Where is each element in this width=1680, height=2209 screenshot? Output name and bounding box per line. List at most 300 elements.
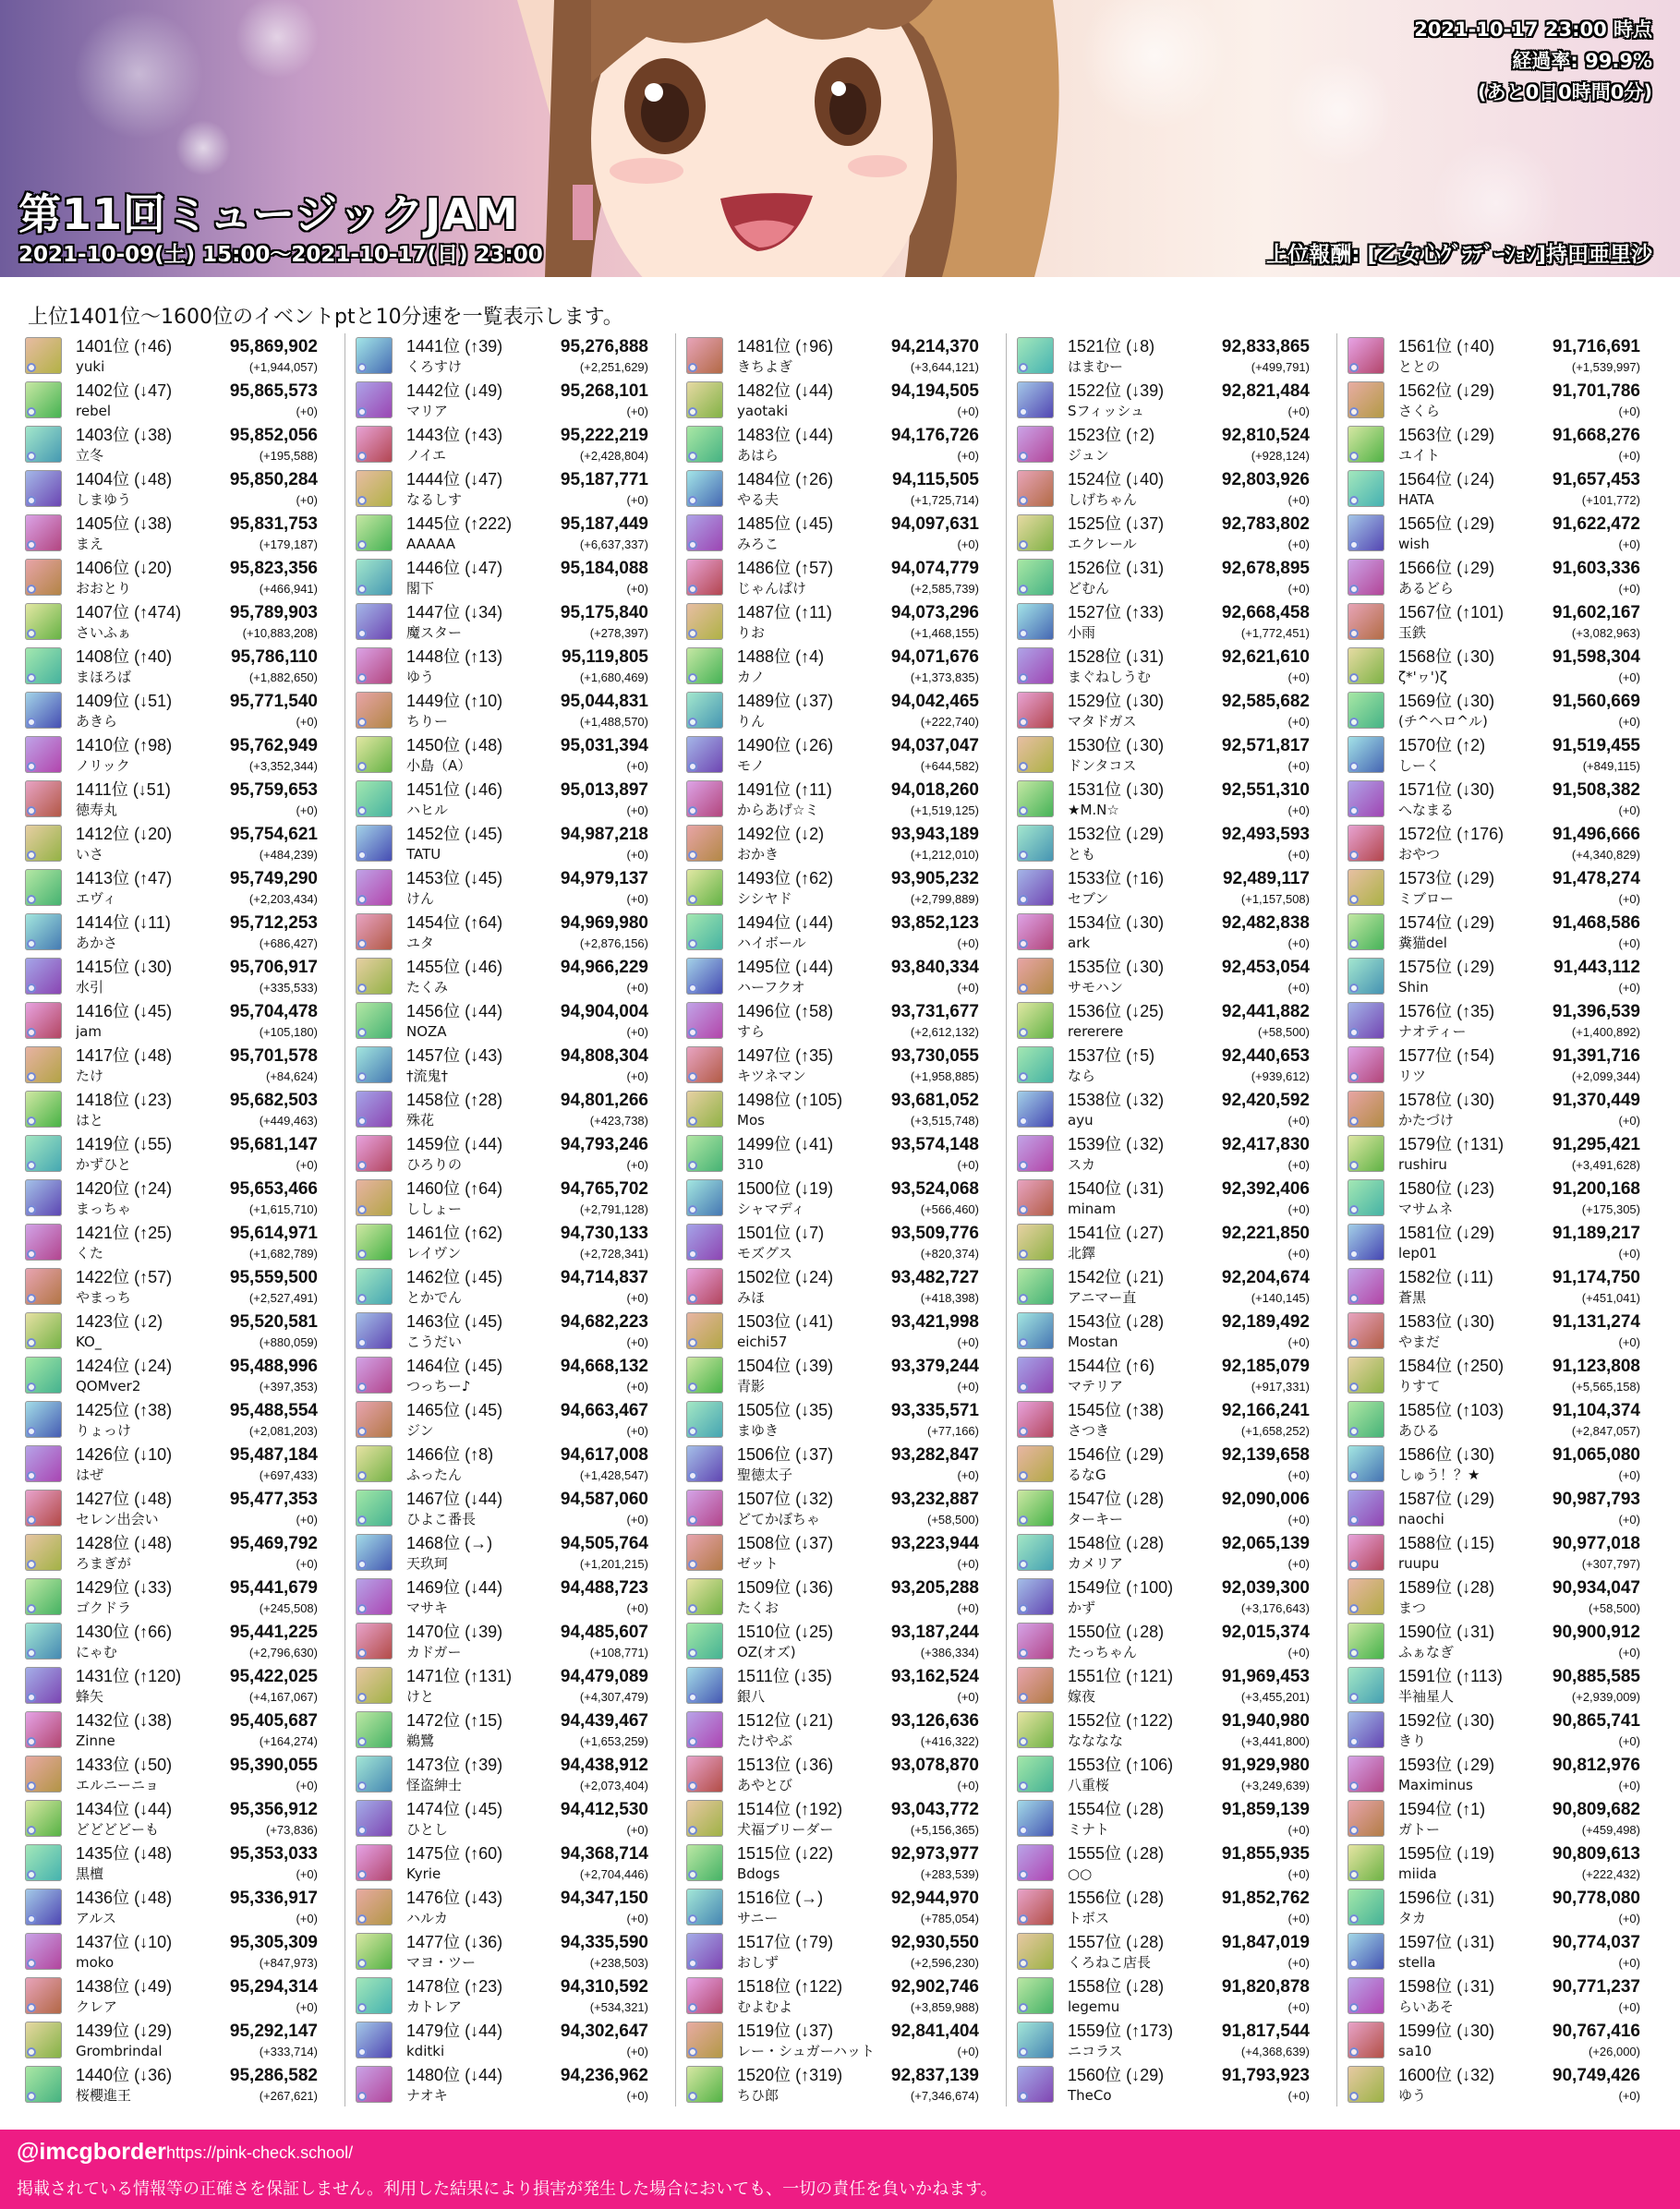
rank-group xyxy=(1068,1621,1164,1644)
ranking-row xyxy=(1017,599,1322,644)
ranking-row xyxy=(1348,1442,1652,1486)
ranking-entry xyxy=(737,513,979,553)
rank-label: 1448位 xyxy=(406,647,461,666)
avatar xyxy=(25,1224,62,1261)
event-pt: 92,571,817 xyxy=(1221,736,1310,755)
ten-min-speed: (+283,539) xyxy=(920,1867,979,1881)
ranking-entry xyxy=(1068,1665,1310,1706)
event-pt: 94,310,592 xyxy=(560,1977,648,1997)
rank-group xyxy=(737,911,833,935)
event-pt: 90,885,585 xyxy=(1552,1667,1640,1686)
player-name: ζ*'ヮ')ζ xyxy=(1398,669,1447,685)
player-name: rebel xyxy=(76,403,111,419)
event-pt: 91,189,217 xyxy=(1552,1224,1640,1243)
rank-label: 1501位 xyxy=(737,1224,792,1242)
rank-label: 1553位 xyxy=(1068,1756,1122,1774)
ten-min-speed: (+423,738) xyxy=(589,1114,648,1128)
event-pt: 95,786,110 xyxy=(230,647,318,667)
ranking-row xyxy=(686,1043,991,1087)
ranking-row xyxy=(25,954,330,998)
rank-group xyxy=(76,513,172,536)
ranking-entry xyxy=(1398,1044,1640,1085)
player-name: じゃんぱけ xyxy=(737,580,807,597)
player-name: AAAAA xyxy=(406,536,455,552)
rank-label: 1452位 xyxy=(406,825,461,843)
ranking-entry xyxy=(76,557,318,598)
rank-change: (↓31) xyxy=(1126,647,1165,666)
rank-change: (↓51) xyxy=(134,692,173,710)
ranking-row xyxy=(1017,1353,1322,1397)
ten-min-speed: (+278,397) xyxy=(589,626,648,640)
avatar xyxy=(25,1357,62,1394)
ten-min-speed: (+3,859,988) xyxy=(910,2000,979,2014)
event-pt: 91,104,374 xyxy=(1552,1401,1640,1420)
ranking-row xyxy=(1017,688,1322,732)
ranking-entry xyxy=(406,1177,648,1218)
ranking-row xyxy=(1348,333,1652,378)
avatar xyxy=(1348,825,1384,862)
event-pt: 95,187,771 xyxy=(560,470,648,489)
rank-group xyxy=(1068,734,1164,757)
player-name: へなまる xyxy=(1398,802,1455,818)
player-name: トボス xyxy=(1068,1910,1110,1926)
rank-change: (↑58) xyxy=(795,1002,834,1020)
ranking-row xyxy=(25,422,330,466)
player-name: ちりー xyxy=(406,713,449,730)
player-name: すら xyxy=(737,1023,766,1040)
ranking-table xyxy=(25,333,1678,2107)
avatar xyxy=(1017,337,1054,374)
ten-min-speed: (+2,799,889) xyxy=(910,892,979,906)
ten-min-speed: (+2,203,434) xyxy=(248,892,318,906)
rank-label: 1597位 xyxy=(1398,1933,1453,1951)
player-name: はぜ xyxy=(76,1467,104,1483)
rank-group xyxy=(1398,1754,1494,1777)
rank-change: (↑16) xyxy=(1126,869,1165,887)
rank-label: 1441位 xyxy=(406,337,461,356)
rank-group xyxy=(1068,1887,1164,1910)
rank-label: 1444位 xyxy=(406,470,461,489)
ranking-row xyxy=(1017,1796,1322,1841)
rank-group xyxy=(406,1133,502,1156)
ranking-entry xyxy=(406,867,648,908)
rank-change: (↓29) xyxy=(1126,825,1165,843)
rank-label: 1538位 xyxy=(1068,1091,1122,1109)
player-name: ハルカ xyxy=(406,1910,449,1926)
player-name: yuki xyxy=(76,358,105,375)
avatar xyxy=(686,1933,723,1970)
rank-label: 1412位 xyxy=(76,825,130,843)
ranking-entry xyxy=(1068,646,1310,686)
event-pt: 93,232,887 xyxy=(890,1490,979,1509)
event-pt: 92,139,658 xyxy=(1221,1445,1310,1465)
ranking-row xyxy=(1017,1486,1322,1530)
player-name: からあげ☆ミ xyxy=(737,802,819,818)
ten-min-speed: (+0) xyxy=(1287,803,1310,817)
ten-min-speed: (+0) xyxy=(957,1380,979,1394)
ten-min-speed: (+2,073,404) xyxy=(579,1779,648,1793)
event-pt: 95,175,840 xyxy=(560,603,648,622)
ranking-entry xyxy=(1398,646,1640,686)
avatar xyxy=(356,869,393,906)
avatar xyxy=(1348,1224,1384,1261)
ranking-entry xyxy=(76,1443,318,1484)
rank-change: (↓30) xyxy=(1456,780,1495,799)
rank-label: 1558位 xyxy=(1068,1977,1122,1996)
rank-label: 1582位 xyxy=(1398,1268,1453,1286)
event-pt: 91,817,544 xyxy=(1221,2022,1310,2041)
ten-min-speed: (+0) xyxy=(626,803,648,817)
player-name: ark xyxy=(1068,935,1091,951)
rank-change: (↑131) xyxy=(1456,1135,1505,1153)
player-name: QOMver2 xyxy=(76,1378,141,1394)
ten-min-speed: (+5,565,158) xyxy=(1571,1380,1640,1394)
event-pt: 91,131,274 xyxy=(1552,1312,1640,1332)
ranking-entry xyxy=(406,424,648,465)
rank-group xyxy=(1398,1931,1494,1954)
rank-change: (↑222) xyxy=(465,514,513,533)
player-name: 蒼黒 xyxy=(1398,1289,1427,1306)
ten-min-speed: (+0) xyxy=(1287,759,1310,773)
player-name: 黒檀 xyxy=(76,1865,104,1882)
ranking-row xyxy=(25,644,330,688)
rank-label: 1559位 xyxy=(1068,2022,1122,2040)
rank-group xyxy=(1398,1089,1494,1112)
rank-label: 1403位 xyxy=(76,426,130,444)
player-name: かずひと xyxy=(76,1156,132,1173)
event-pt: 93,730,055 xyxy=(890,1046,979,1066)
rank-label: 1576位 xyxy=(1398,1002,1453,1020)
rank-group xyxy=(1068,1488,1164,1511)
avatar xyxy=(686,869,723,906)
ranking-entry xyxy=(1398,1399,1640,1440)
rank-group xyxy=(737,1754,833,1777)
avatar xyxy=(1348,2066,1384,2103)
avatar xyxy=(686,514,723,551)
event-pt: 95,184,088 xyxy=(560,559,648,578)
ten-min-speed: (+1,212,010) xyxy=(910,848,979,862)
ten-min-speed: (+1,682,789) xyxy=(248,1247,318,1261)
player-name: 八重桜 xyxy=(1068,1777,1110,1793)
player-name: むよむよ xyxy=(737,1998,793,2015)
event-pt: 91,929,980 xyxy=(1221,1756,1310,1775)
rank-group xyxy=(1398,1044,1494,1068)
ranking-entry xyxy=(1068,1975,1310,2016)
rank-label: 1560位 xyxy=(1068,2066,1122,2084)
footer-bar xyxy=(0,2130,1680,2209)
rank-label: 1519位 xyxy=(737,2022,792,2040)
rank-group xyxy=(76,1000,172,1023)
ranking-entry xyxy=(1068,1177,1310,1218)
avatar xyxy=(25,603,62,640)
avatar xyxy=(1348,603,1384,640)
avatar xyxy=(356,1623,393,1660)
ranking-row xyxy=(686,1663,991,1708)
rank-change: (↓20) xyxy=(134,559,173,577)
ranking-entry xyxy=(1398,1931,1640,1972)
avatar xyxy=(356,1844,393,1881)
rank-group xyxy=(1398,734,1485,757)
rank-change: (↓32) xyxy=(1456,2066,1495,2084)
avatar xyxy=(686,470,723,507)
ranking-entry xyxy=(76,956,318,996)
ranking-row xyxy=(1348,1220,1652,1264)
event-pt: 95,614,971 xyxy=(229,1224,318,1243)
rank-change: (↓41) xyxy=(795,1135,834,1153)
event-pt: 94,236,962 xyxy=(560,2066,648,2085)
ten-min-speed: (+0) xyxy=(957,1468,979,1482)
avatar xyxy=(25,825,62,862)
event-pt: 95,754,621 xyxy=(229,825,318,844)
avatar xyxy=(356,426,393,463)
rank-group xyxy=(406,1177,502,1201)
ranking-column xyxy=(1348,333,1678,2106)
player-name: TheCo xyxy=(1068,2087,1112,2104)
rank-change: (→) xyxy=(795,1889,824,1907)
player-name: 嫁夜 xyxy=(1068,1688,1096,1705)
rank-change: (↑15) xyxy=(465,1711,503,1730)
ranking-row xyxy=(25,1575,330,1619)
rank-label: 1495位 xyxy=(737,958,792,976)
rank-change: (↓31) xyxy=(1456,1623,1495,1641)
ranking-row xyxy=(1017,1264,1322,1309)
ranking-entry xyxy=(406,1310,648,1351)
event-pt: 95,681,147 xyxy=(229,1135,318,1154)
ranking-row xyxy=(686,1397,991,1442)
event-pt: 93,840,334 xyxy=(890,958,979,977)
ten-min-speed: (+3,644,121) xyxy=(910,360,979,374)
ranking-entry xyxy=(1068,335,1310,376)
ranking-row xyxy=(1017,732,1322,777)
avatar xyxy=(25,1711,62,1748)
ranking-entry xyxy=(76,1975,318,2016)
rank-change: (↑64) xyxy=(465,1179,503,1198)
ranking-entry xyxy=(1398,823,1640,863)
rank-label: 1405位 xyxy=(76,514,130,533)
event-pt: 91,174,750 xyxy=(1552,1268,1640,1287)
ranking-entry xyxy=(737,646,979,686)
rank-change: (↑62) xyxy=(465,1224,503,1242)
ranking-entry xyxy=(76,1754,318,1794)
rank-group xyxy=(76,335,172,358)
avatar xyxy=(1017,1002,1054,1039)
player-name: なら xyxy=(1068,1068,1096,1084)
ranking-row xyxy=(1348,1309,1652,1353)
ranking-entry xyxy=(76,1044,318,1085)
rank-label: 1585位 xyxy=(1398,1401,1453,1419)
rank-change: (↓30) xyxy=(1126,913,1165,932)
ten-min-speed: (+0) xyxy=(1287,1202,1310,1216)
event-pt: 93,509,776 xyxy=(890,1224,979,1243)
ranking-row xyxy=(1348,1087,1652,1131)
ranking-row xyxy=(356,998,660,1043)
rank-change: (↓31) xyxy=(1126,1179,1165,1198)
ranking-row xyxy=(356,599,660,644)
rank-group xyxy=(406,1044,502,1068)
player-name: 殊花 xyxy=(406,1112,435,1129)
rank-label: 1456位 xyxy=(406,1002,461,1020)
player-name: マテリア xyxy=(1068,1378,1124,1394)
ten-min-speed: (+0) xyxy=(626,1335,648,1349)
rank-label: 1508位 xyxy=(737,1534,792,1552)
event-pt: 91,622,472 xyxy=(1552,514,1640,534)
player-name: らいあそ xyxy=(1398,1998,1455,2015)
ranking-row xyxy=(1017,1442,1322,1486)
rank-change: (↓39) xyxy=(1126,381,1165,400)
event-pt: 95,305,309 xyxy=(229,1933,318,1952)
ranking-row xyxy=(1017,1397,1322,1442)
rank-group xyxy=(1068,335,1154,358)
rank-change: (↑5) xyxy=(1126,1046,1155,1065)
player-name: yaotaki xyxy=(737,403,789,419)
avatar xyxy=(1348,1046,1384,1083)
rank-label: 1460位 xyxy=(406,1179,461,1198)
rank-label: 1427位 xyxy=(76,1490,130,1508)
rank-group xyxy=(76,1621,172,1644)
ranking-entry xyxy=(406,1488,648,1528)
player-name: Mos xyxy=(737,1112,765,1129)
avatar xyxy=(1348,1578,1384,1615)
column-divider xyxy=(1006,333,1007,2106)
avatar xyxy=(25,692,62,729)
event-pt: 93,282,847 xyxy=(890,1445,979,1465)
rank-group xyxy=(737,1532,833,1555)
ten-min-speed: (+0) xyxy=(1618,892,1640,906)
rank-group xyxy=(76,1931,172,1954)
ten-min-speed: (+2,939,009) xyxy=(1571,1690,1640,1704)
ranking-row xyxy=(686,1176,991,1220)
ranking-row xyxy=(1348,998,1652,1043)
avatar xyxy=(1348,1889,1384,1925)
ranking-row xyxy=(25,777,330,821)
ten-min-speed: (+0) xyxy=(296,715,318,729)
ten-min-speed: (+0) xyxy=(296,1867,318,1881)
rank-group xyxy=(406,468,502,491)
avatar xyxy=(356,825,393,862)
ten-min-speed: (+175,305) xyxy=(1581,1202,1640,1216)
ranking-entry xyxy=(1068,823,1310,863)
site-url-link[interactable]: https://pink-check.school/ xyxy=(166,2143,354,2162)
rank-change: (↓44) xyxy=(465,1135,503,1153)
avatar xyxy=(686,1977,723,2014)
ranking-row xyxy=(686,466,991,511)
ranking-entry xyxy=(1398,1975,1640,2016)
player-name: あるどら xyxy=(1398,580,1455,597)
ten-min-speed: (+0) xyxy=(1618,1779,1640,1793)
avatar xyxy=(1017,1091,1054,1128)
avatar xyxy=(686,1490,723,1527)
avatar xyxy=(1017,1800,1054,1837)
ranking-row xyxy=(25,378,330,422)
ten-min-speed: (+1,944,057) xyxy=(248,360,318,374)
event-pt: 91,701,786 xyxy=(1552,381,1640,401)
rank-change: (↓30) xyxy=(1126,958,1165,976)
player-name: しーく xyxy=(1398,757,1441,774)
ranking-row xyxy=(1017,954,1322,998)
ten-min-speed: (+785,054) xyxy=(920,1912,979,1925)
event-pt: 93,943,189 xyxy=(890,825,979,844)
avatar xyxy=(1348,470,1384,507)
ten-min-speed: (+0) xyxy=(296,493,318,507)
ten-min-speed: (+0) xyxy=(957,1779,979,1793)
player-name: ゼット xyxy=(737,1555,779,1572)
event-pt: 94,097,631 xyxy=(890,514,979,534)
ranking-entry xyxy=(76,734,318,775)
rank-change: (↓55) xyxy=(134,1135,173,1153)
rank-label: 1505位 xyxy=(737,1401,792,1419)
rank-change: (↑38) xyxy=(1126,1401,1165,1419)
rank-change: (↓49) xyxy=(134,1977,173,1996)
ranking-entry xyxy=(1068,867,1310,908)
avatar xyxy=(1348,647,1384,684)
rank-label: 1498位 xyxy=(737,1091,792,1109)
player-name: ミブロー xyxy=(1398,890,1455,907)
event-pt: 93,905,232 xyxy=(890,869,979,888)
ten-min-speed: (+0) xyxy=(1618,537,1640,551)
rank-group xyxy=(1398,823,1504,846)
rank-change: (↑113) xyxy=(1456,1667,1503,1685)
rank-group xyxy=(406,1399,502,1422)
ten-min-speed: (+0) xyxy=(957,1601,979,1615)
ranking-entry xyxy=(406,1709,648,1750)
event-pt: 95,488,996 xyxy=(229,1357,318,1376)
rank-group xyxy=(1398,646,1494,669)
ranking-row xyxy=(25,1708,330,1752)
ranking-row xyxy=(1017,466,1322,511)
rank-label: 1489位 xyxy=(737,692,792,710)
ten-min-speed: (+0) xyxy=(1618,404,1640,418)
rank-group xyxy=(76,1754,172,1777)
event-pt: 92,417,830 xyxy=(1221,1135,1310,1154)
avatar xyxy=(25,1401,62,1438)
ten-min-speed: (+108,771) xyxy=(589,1646,648,1660)
rank-label: 1530位 xyxy=(1068,736,1122,754)
rank-label: 1594位 xyxy=(1398,1800,1453,1818)
event-pt: 95,119,805 xyxy=(561,647,648,667)
avatar xyxy=(25,1091,62,1128)
ranking-entry xyxy=(737,779,979,819)
avatar xyxy=(1348,1002,1384,1039)
ten-min-speed: (+245,508) xyxy=(259,1601,318,1615)
ranking-entry xyxy=(76,424,318,465)
ranking-row xyxy=(356,466,660,511)
rank-change: (↓44) xyxy=(465,2066,503,2084)
ten-min-speed: (+0) xyxy=(626,1025,648,1039)
avatar xyxy=(1017,1490,1054,1527)
player-name: くた xyxy=(76,1245,104,1261)
ranking-entry xyxy=(406,1931,648,1972)
ten-min-speed: (+644,582) xyxy=(920,759,979,773)
event-pt: 94,176,726 xyxy=(890,426,979,445)
avatar xyxy=(1348,337,1384,374)
avatar xyxy=(1348,1711,1384,1748)
rank-group xyxy=(1068,867,1164,890)
rank-group xyxy=(406,1754,502,1777)
ten-min-speed: (+0) xyxy=(1618,1956,1640,1970)
rank-group xyxy=(406,823,502,846)
ranking-entry xyxy=(406,1887,648,1927)
rank-group xyxy=(1068,690,1164,713)
player-name: アニマー直 xyxy=(1068,1289,1137,1306)
avatar xyxy=(356,647,393,684)
rank-change: (↓44) xyxy=(795,958,834,976)
ten-min-speed: (+6,637,337) xyxy=(579,537,648,551)
rank-change: (↑10) xyxy=(465,692,503,710)
rank-label: 1457位 xyxy=(406,1046,461,1065)
rank-group xyxy=(1398,779,1494,802)
rank-change: (↓41) xyxy=(795,1312,834,1331)
event-pt: 90,767,416 xyxy=(1552,2022,1640,2041)
